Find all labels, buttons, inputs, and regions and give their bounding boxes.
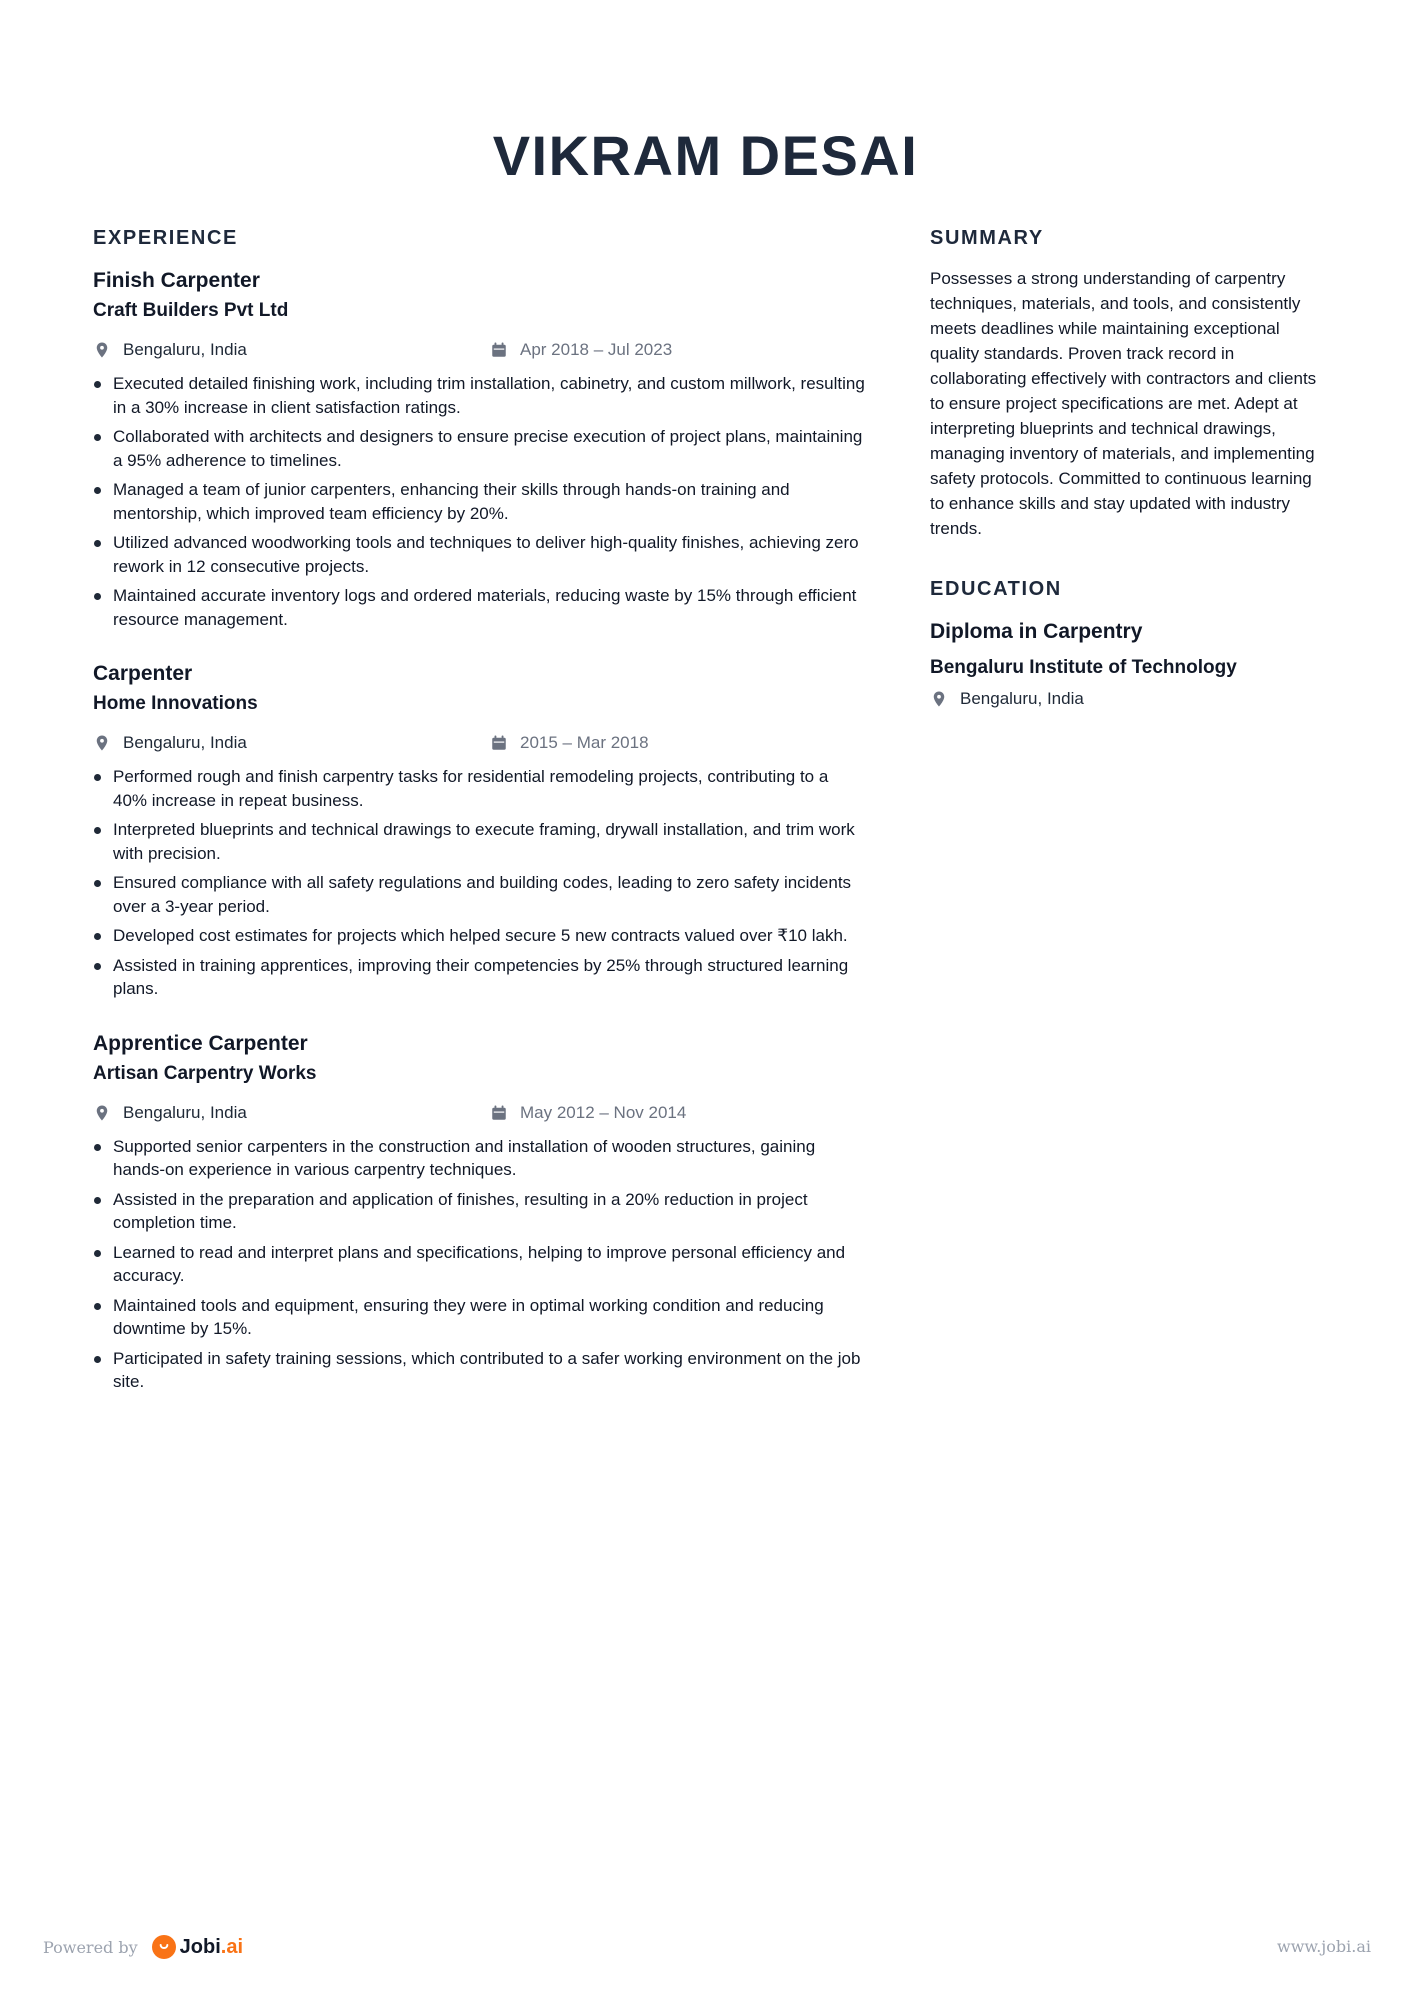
- location-pin-icon: [93, 734, 111, 752]
- job-bullet: Interpreted blueprints and technical drawings to execute framing, drywall installation, and trim work with precision.: [93, 818, 865, 865]
- job-company: Home Innovations: [93, 693, 258, 714]
- job-title: Finish Carpenter: [93, 269, 260, 292]
- job-bullet: Supported senior carpenters in the construction and installation of wooden structures, gaining hands-on experience in various carpentry techniques.: [93, 1135, 865, 1182]
- calendar-icon: [490, 341, 508, 359]
- website-link[interactable]: www.jobi.ai: [1277, 1937, 1371, 1956]
- location-pin-icon: [93, 1104, 111, 1122]
- left-column: [93, 226, 865, 1400]
- job-dates-row: [490, 733, 649, 753]
- job-location-row: [93, 340, 490, 360]
- jobi-logo-icon: [152, 1935, 176, 1959]
- job-meta: [93, 338, 865, 362]
- location-pin-icon: [930, 690, 948, 708]
- brand-name-accent: .ai: [220, 1935, 244, 1958]
- job-bullet: Learned to read and interpret plans and specifications, helping to improve personal efficiency and accuracy.: [93, 1241, 865, 1288]
- powered-by-label: Powered by: [43, 1937, 138, 1957]
- job-location: Bengaluru, India: [123, 340, 247, 359]
- calendar-icon: [490, 1104, 508, 1122]
- job-meta: [93, 731, 865, 755]
- education-location: Bengaluru, India: [960, 689, 1084, 708]
- job-title: Apprentice Carpenter: [93, 1031, 308, 1055]
- powered-by-footer: [43, 1935, 243, 1959]
- job-meta: [93, 1101, 865, 1125]
- job-location: Bengaluru, India: [123, 733, 247, 752]
- job-bullet: Collaborated with architects and designers to ensure precise execution of project plans, maintaining a 95% adherence to timelines.: [93, 425, 865, 472]
- experience-item: [93, 659, 865, 1001]
- job-dates: May 2012 – Nov 2014: [520, 1102, 687, 1122]
- job-company: Artisan Carpentry Works: [93, 1062, 317, 1084]
- job-company: Craft Builders Pvt Ltd: [93, 300, 289, 321]
- job-location-row: [93, 1103, 490, 1123]
- job-bullet-list: [93, 765, 865, 1001]
- education-school: Bengaluru Institute of Technology: [930, 657, 1237, 678]
- location-pin-icon: [93, 341, 111, 359]
- job-bullet-list: [93, 1135, 865, 1394]
- experience-item: [93, 1029, 865, 1394]
- job-title: Carpenter: [93, 662, 193, 685]
- job-bullet: Maintained accurate inventory logs and ordered materials, reducing waste by 15% through efficient resource management.: [93, 584, 865, 631]
- job-dates: Apr 2018 – Jul 2023: [520, 340, 673, 359]
- job-bullet: Developed cost estimates for projects which helped secure 5 new contracts valued over ₹10 lakh.: [93, 924, 865, 948]
- brand-logo-text[interactable]: [180, 1936, 243, 1959]
- job-dates-row: [490, 340, 672, 360]
- summary-heading: SUMMARY: [930, 227, 1044, 249]
- job-bullet: Assisted in the preparation and application of finishes, resulting in a 20% reduction in project completion time.: [93, 1188, 865, 1235]
- experience-item: [93, 266, 865, 631]
- experience-heading: EXPERIENCE: [93, 227, 238, 249]
- job-location: Bengaluru, India: [123, 1102, 247, 1122]
- calendar-icon: [490, 734, 508, 752]
- job-bullet: Participated in safety training sessions, which contributed to a safer working environment on the job site.: [93, 1347, 865, 1394]
- experience-list: [93, 266, 865, 1394]
- right-column: [930, 226, 1330, 709]
- job-bullet: Executed detailed finishing work, including trim installation, cabinetry, and custom millwork, resulting in a 30% increase in client satisfaction ratings.: [93, 372, 865, 419]
- job-location-row: [93, 733, 490, 753]
- candidate-name: VIKRAM DESAI: [492, 124, 919, 187]
- brand-name-main: Jobi: [179, 1935, 221, 1958]
- job-bullet: Ensured compliance with all safety regulations and building codes, leading to zero safety incidents over a 3-year period.: [93, 871, 865, 918]
- job-dates: 2015 – Mar 2018: [520, 733, 649, 752]
- education-location-row: [930, 689, 1330, 709]
- job-bullet: Assisted in training apprentices, improving their competencies by 25% through structured learning plans.: [93, 954, 865, 1001]
- job-bullet-list: [93, 372, 865, 631]
- job-bullet: Utilized advanced woodworking tools and techniques to deliver high-quality finishes, achieving zero rework in 12 consecutive projects.: [93, 531, 865, 578]
- education-heading: EDUCATION: [930, 578, 1062, 600]
- job-bullet: Maintained tools and equipment, ensuring they were in optimal working condition and reducing downtime by 15%.: [93, 1294, 865, 1341]
- summary-text: Possesses a strong understanding of carpentry techniques, materials, and tools, and consistently meets deadlines while maintaining exceptional quality standards. Proven track record in collaborating effectively with contractors and clients to ensure project specifications are met. Adept at interpreting blueprints and technical drawings, managing inventory of materials, and implementing safety protocols. Committed to continuous learning to enhance skills and stay updated with industry trends.: [930, 269, 1317, 538]
- education-degree: Diploma in Carpentry: [930, 620, 1143, 643]
- job-bullet: Performed rough and finish carpentry tasks for residential remodeling projects, contributing to a 40% increase in repeat business.: [93, 765, 865, 812]
- job-dates-row: [490, 1103, 686, 1123]
- job-bullet: Managed a team of junior carpenters, enhancing their skills through hands-on training and mentorship, which improved team efficiency by 20%.: [93, 478, 865, 525]
